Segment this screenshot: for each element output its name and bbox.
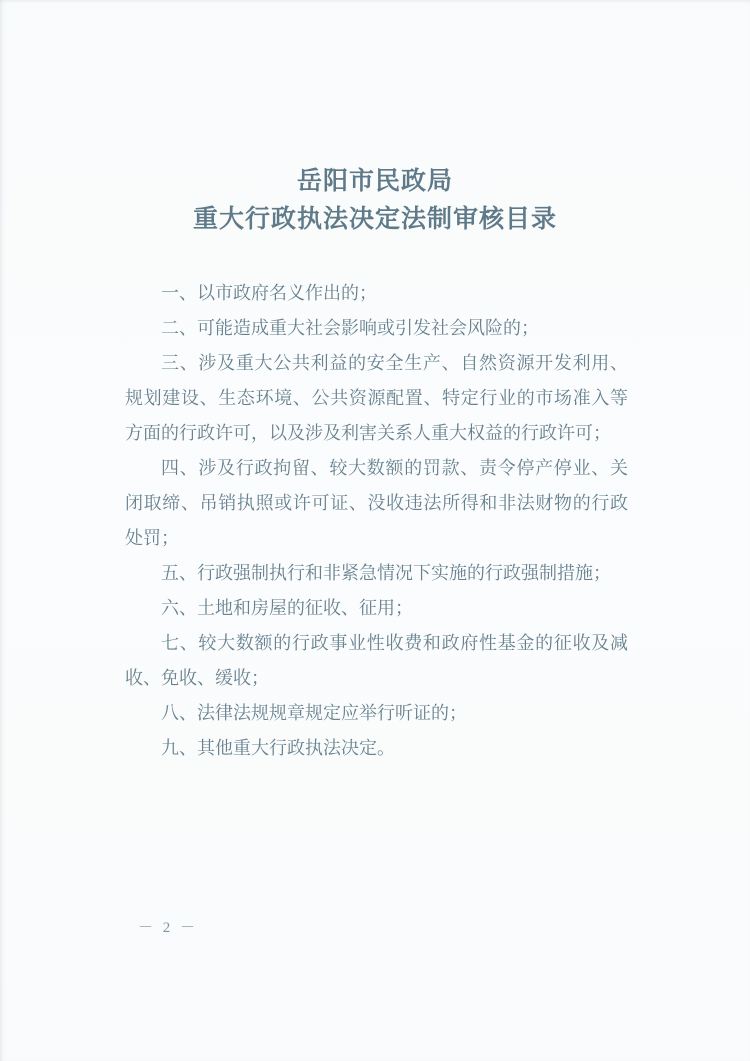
document-title-line2: 重大行政执法决定法制审核目录 [192,205,557,233]
document-body [125,276,628,766]
document-title-line1: 岳阳市民政局 [296,167,453,195]
list-item-7: 七、较大数额的行政事业性收费和政府性基金的征收及减收、免收、缓收； [125,633,628,688]
list-item-9: 九、其他重大行政执法决定。 [161,738,395,758]
page-number: － 2 － [138,920,199,936]
list-item-3: 三、涉及重大公共利益的安全生产、自然资源开发利用、规划建设、生态环境、公共资源配置、特定行业的市场准入等方面的行政许可，以及涉及利害关系人重大权益的行政许可； [125,353,628,443]
list-item-5: 五、行政强制执行和非紧急情况下实施的行政强制措施； [161,563,611,583]
list-item-2: 二、可能造成重大社会影响或引发社会风险的； [161,318,539,338]
list-item-4: 四、涉及行政拘留、较大数额的罚款、责令停产停业、关闭取缔、吊销执照或许可证、没收违法所得和非法财物的行政处罚； [125,458,628,548]
list-item-1: 一、以市政府名义作出的； [161,283,377,303]
list-item-8: 八、法律法规规章规定应举行听证的； [161,703,467,723]
document-title [0,0,750,238]
list-item-6: 六、土地和房屋的征收、征用； [161,598,413,618]
